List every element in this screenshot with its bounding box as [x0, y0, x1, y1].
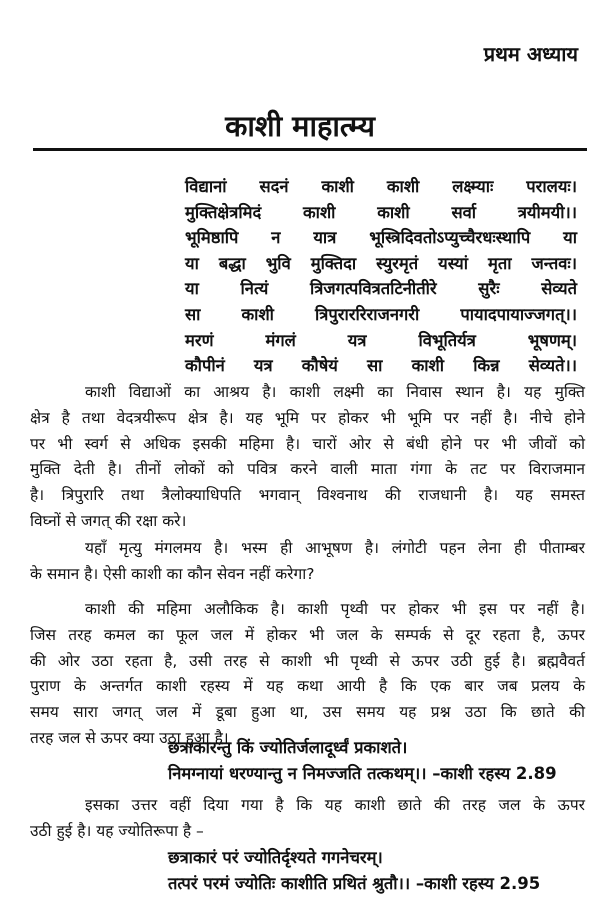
paragraph-1: [30, 380, 585, 535]
quote-kashi-rahasya-2-95: [168, 845, 540, 896]
text-line: पर भी स्वर्ग से अधिक इसकी महिमा है। चारों ओर से बंधी होने पर भी जीवों को: [30, 434, 585, 453]
text-line: उठी हुई है। यह ज्योतिरूपा है –: [30, 821, 204, 840]
chapter-heading: प्रथम अध्याय: [483, 42, 578, 66]
text-line: काशी विद्याओं का आश्रय है। काशी लक्ष्मी का निवास स्थान है। यह मुक्ति: [85, 383, 585, 401]
verse-line: विद्यानां सदनं काशी काशी लक्ष्म्याः परालयः।: [185, 177, 577, 196]
text-line: समय सारा जगत् जल में डूबा हुआ था, उस समय यह प्रश्न उठा कि छाते की: [30, 703, 585, 722]
text-line: के समान है। ऐसी काशी का कौन सेवन नहीं करेगा?: [30, 564, 315, 583]
verse-line: मरणं मंगलं यत्र विभूतिर्यत्र भूषणम्।: [185, 330, 577, 350]
quote-line: छत्राकारन्तु किं ज्योतिर्जलादूर्ध्वं प्रकाशते।: [168, 738, 408, 757]
paragraph-4: [30, 793, 585, 845]
text-line: क्षेत्र है तथा वेदत्रयीरूप क्षेत्र है। यह भूमि पर होकर भी भूमि पर नहीं है। नीचे होने: [30, 408, 585, 427]
quote-line: छत्राकारं परं ज्योतिर्दृश्यते गगनेचरम्।: [168, 848, 383, 867]
title-rule: [33, 148, 587, 151]
page-title: काशी माहात्म्य: [225, 109, 375, 143]
text-line: पुराण के अन्तर्गत काशी रहस्य में यह कथा आयी है कि एक बार जब प्रलय के: [30, 677, 585, 696]
paragraph-2: [30, 536, 585, 588]
text-line: तरह जल से ऊपर क्या उठा हुआ है।: [30, 728, 229, 747]
text-line: इसका उत्तर वहीं दिया गया है कि यह काशी छाते की तरह जल के ऊपर: [85, 796, 585, 814]
text-line: काशी की महिमा अलौकिक है। काशी पृथ्वी पर होकर भी इस पर नहीं है।: [85, 600, 585, 618]
text-line: मुक्ति देती है। तीनों लोकों को पवित्र करने वाली माता गंगा के तट पर विराजमान: [30, 460, 585, 479]
verse-line: मुक्तिक्षेत्रमिदं काशी काशी सर्वा त्रयीमयी।।: [185, 202, 577, 222]
verse-line: या नित्यं त्रिजगत्पवित्रतटिनीतीरे सुरैः सेव्यते: [185, 279, 577, 299]
verse-line: या बद्धा भुवि मुक्तिदा स्युरमृतं यस्यां मृता जन्तवः।: [185, 253, 577, 273]
quote-line: तत्परं परमं ज्योतिः काशीति प्रथितं श्रुतौ।। –काशी रहस्य 2.95: [168, 873, 541, 893]
verse-line: भूमिष्ठापि न यात्र भूस्त्रिदिवतोऽप्युच्चैरधःस्थापि या: [185, 228, 577, 248]
quote-kashi-rahasya-2-89: [168, 735, 557, 786]
opening-verse: [185, 174, 577, 379]
text-line: है। त्रिपुरारि तथा त्रैलोक्याधिपति भगवान् विश्वनाथ की राजधानी है। यह समस्त: [30, 486, 585, 505]
text-line: की ओर उठा रहता है, उसी तरह से काशी भी पृथ्वी से ऊपर उठी हुई है। ब्रह्मवैवर्त: [30, 651, 585, 670]
verse-line: कौपीनं यत्र कौषेयं सा काशी किन्न सेव्यते।।: [185, 356, 577, 376]
quote-line: निमग्नायां धरण्यान्तु न निमज्जति तत्कथम्।। –काशी रहस्य 2.89: [168, 763, 557, 783]
text-line: विघ्नों से जगत् की रक्षा करे।: [30, 511, 187, 530]
text-line: जिस तरह कमल का फूल जल में होकर भी जल के सम्पर्क से दूर रहता है, ऊपर: [30, 625, 585, 644]
paragraph-3: [30, 597, 585, 752]
text-line: यहाँ मृत्यु मंगलमय है। भस्म ही आभूषण है। लंगोटी पहन लेना ही पीताम्बर: [85, 539, 585, 557]
verse-line: सा काशी त्रिपुराररिराजनगरी पायादपायाज्जगत्।।: [185, 304, 577, 324]
